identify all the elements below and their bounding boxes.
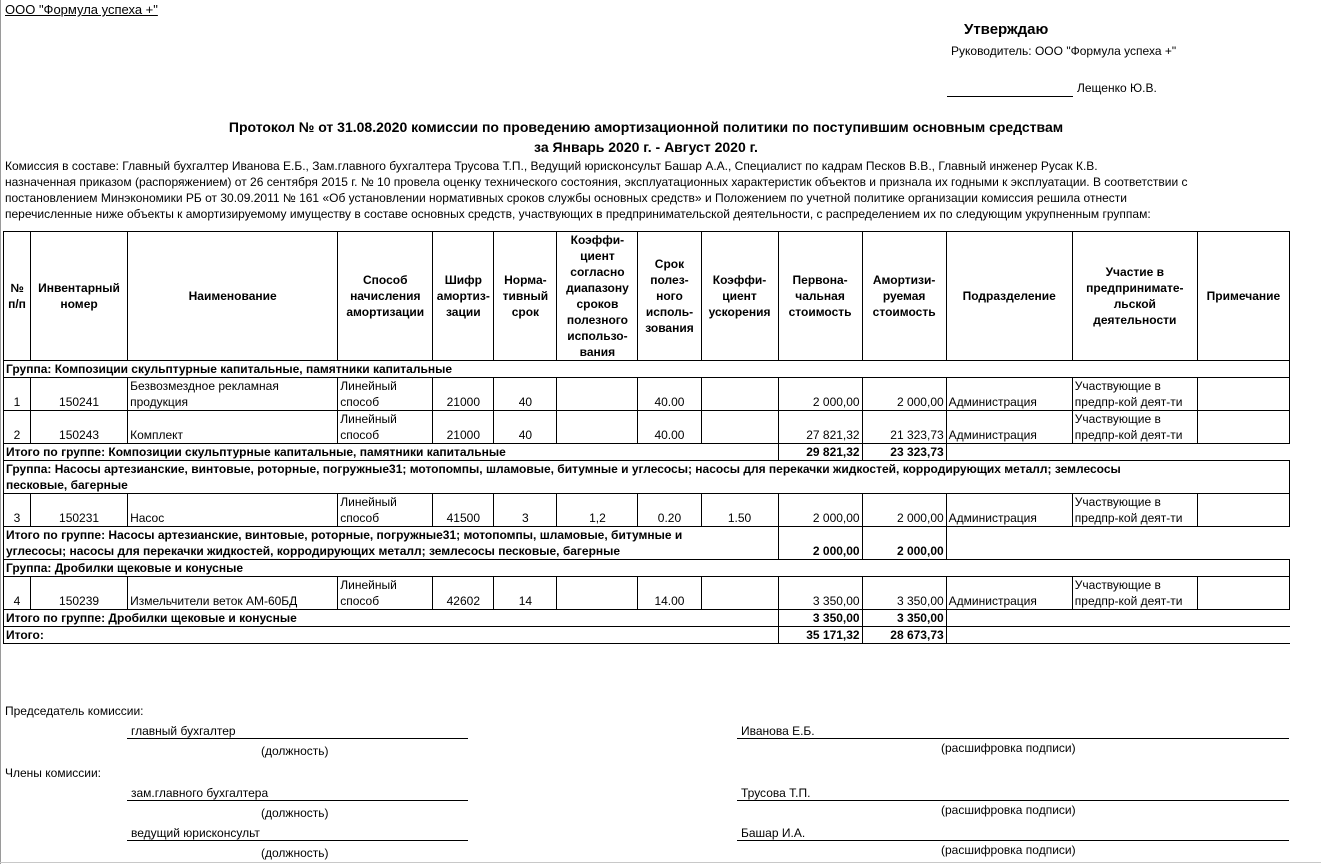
group-total-empty <box>946 610 1289 627</box>
header-line: Шифр <box>444 273 482 287</box>
header-line: деятельности <box>1093 313 1177 327</box>
row-dept: Администрация <box>946 378 1072 411</box>
row-dept: Администрация <box>946 577 1072 610</box>
header-line: Первона- <box>792 273 848 287</box>
row-inventory: 150239 <box>31 577 128 610</box>
header-line: льской <box>1113 297 1156 311</box>
row-amort: 2 000,00 <box>862 494 946 527</box>
row-method-line: способ <box>340 511 380 525</box>
header-line: Коэффи- <box>712 273 767 287</box>
group-total-amort: 3 350,00 <box>862 610 946 627</box>
row-accel: 1.50 <box>701 494 778 527</box>
header-line: циент <box>722 289 757 303</box>
chair-position-caption: (должность) <box>261 744 329 758</box>
row-initial: 3 350,00 <box>778 577 862 610</box>
table-header-row <box>4 232 1290 361</box>
chair-name: Иванова Е.Б. <box>741 724 815 738</box>
col-inventory-header <box>31 232 128 361</box>
row-num: 2 <box>4 411 31 444</box>
col-code-header <box>433 232 494 361</box>
row-coef <box>557 378 638 411</box>
group-title-row <box>4 560 1290 577</box>
intro-paragraph <box>5 158 1295 222</box>
row-coef: 1,2 <box>557 494 638 527</box>
grand-total-empty <box>946 627 1289 644</box>
header-line: Амортизи- <box>872 273 936 287</box>
row-initial: 2 000,00 <box>778 494 862 527</box>
row-participation <box>1072 494 1197 527</box>
grand-total-row <box>4 627 1290 644</box>
header-line: согласно <box>570 265 625 279</box>
row-inventory: 150241 <box>31 378 128 411</box>
col-amort-header <box>862 232 946 361</box>
row-name-line: Безвозмездное рекламная <box>130 379 279 393</box>
row-term: 40.00 <box>638 411 701 444</box>
protocol-period: за Январь 2020 г. - Август 2020 г. <box>534 139 758 155</box>
member-name-caption: (расшифровка подписи) <box>941 803 1076 817</box>
row-participation <box>1072 411 1197 444</box>
col-term-header <box>638 232 701 361</box>
chair-name-caption: (расшифровка подписи) <box>941 741 1076 755</box>
header-line: начисления <box>350 289 421 303</box>
group-total-line: Итого по группе: Композиции скульптурные капитальные, памятники капитальные <box>6 445 506 459</box>
row-amort: 2 000,00 <box>862 378 946 411</box>
table-row <box>4 378 1290 411</box>
col-norm-header <box>494 232 557 361</box>
header-line: зации <box>446 305 481 319</box>
row-method <box>338 577 433 610</box>
col-initial-header <box>778 232 862 361</box>
col-participation-header <box>1072 232 1197 361</box>
row-code: 42602 <box>433 577 494 610</box>
row-name <box>128 577 338 610</box>
intro-line: Комиссия в составе: Главный бухгалтер Иванова Е.Б., Зам.главного бухгалтера Трусова Т.П., Ведущий юрисконсульт Башар А.А., Специалист по кадрам Песков В.В., Главный инженер Русак К.В. <box>5 159 1098 173</box>
row-method-line: Линейный <box>340 495 397 509</box>
member-name: Трусова Т.П. <box>741 786 811 800</box>
row-name <box>128 411 338 444</box>
header-line: № <box>10 281 24 295</box>
organization-name: ООО "Формула успеха +" <box>5 2 158 17</box>
member-name-line <box>737 840 1289 841</box>
member-position-line <box>127 800 468 801</box>
row-method <box>338 378 433 411</box>
header-line: тивный <box>502 289 549 303</box>
assets-table <box>3 231 1290 644</box>
row-name-line: Насос <box>130 511 165 525</box>
group-total-line: Итого по группе: Насосы артезианские, винтовые, роторные, погружные31; мотопомпы, шламовые, битумные и <box>6 528 683 542</box>
header-line: вания <box>579 345 616 359</box>
row-participation-line: Участвующие в <box>1074 495 1161 509</box>
group-title-line: Группа: Дробилки щековые и конусные <box>6 561 243 575</box>
table-row <box>4 494 1290 527</box>
header-line: срок <box>511 305 540 319</box>
grand-total-amort: 28 673,73 <box>862 627 946 644</box>
group-total-line: Итого по группе: Дробилки щековые и конусные <box>6 611 297 625</box>
header-line: диапазону <box>566 281 629 295</box>
header-line: Участие в <box>1105 265 1165 279</box>
header-line: Инвентарный <box>38 281 120 295</box>
header-line: Срок <box>654 257 685 271</box>
row-participation-line: Участвующие в <box>1074 578 1161 592</box>
row-name-line: Измельчители веток АМ-60БД <box>130 594 298 608</box>
approval-head: Руководитель: ООО "Формула успеха +" <box>951 44 1177 58</box>
row-method-line: Линейный <box>340 379 397 393</box>
member-name: Башар И.А. <box>741 826 806 840</box>
table-row <box>4 577 1290 610</box>
row-norm: 14 <box>494 577 557 610</box>
header-line: ного <box>656 289 683 303</box>
row-participation-line: предпр-кой деят-ти <box>1074 395 1183 409</box>
col-name-header <box>128 232 338 361</box>
header-line: использо- <box>567 329 628 343</box>
row-method-line: Линейный <box>340 412 397 426</box>
approval-title: Утверждаю <box>964 21 1049 38</box>
row-term: 0.20 <box>638 494 701 527</box>
row-participation-line: предпр-кой деят-ти <box>1074 428 1183 442</box>
row-amort: 3 350,00 <box>862 577 946 610</box>
group-title <box>4 361 1290 378</box>
group-title <box>4 560 1290 577</box>
group-title-line: песковые, багерные <box>6 478 128 492</box>
intro-line: перечисленные ниже объекты к амортизируемому имуществу в составе основных средств, участвующих в предпринимательской деятельности, с распределением их по следующим укрупненным группам: <box>5 207 1151 221</box>
group-total-initial: 3 350,00 <box>778 610 862 627</box>
row-method-line: способ <box>340 428 380 442</box>
group-total-label <box>4 527 779 560</box>
intro-line: назначенная приказом (распоряжением) от 26 сентября 2015 г. № 10 провела оценку технического состояния, эксплуатационных характеристик объектов и признала их годными к эксплуатации. В соответствии с <box>5 175 1188 189</box>
group-total-label <box>4 610 779 627</box>
member-name-line <box>737 800 1289 801</box>
row-participation-line: Участвующие в <box>1074 379 1161 393</box>
row-dept: Администрация <box>946 411 1072 444</box>
row-note <box>1197 411 1289 444</box>
group-total-row <box>4 527 1290 560</box>
chair-name-line <box>737 738 1289 739</box>
approval-signer: Лещенко Ю.В. <box>1077 81 1157 95</box>
member-position: зам.главного бухгалтера <box>131 786 269 800</box>
row-initial: 27 821,32 <box>778 411 862 444</box>
approval-signature-line <box>947 96 1073 97</box>
group-total-amort: 23 323,73 <box>862 444 946 461</box>
col-dept-header <box>946 232 1072 361</box>
group-title-line: Группа: Насосы артезианские, винтовые, роторные, погружные31; мотопомпы, шламовые, битумные и углесосы; насосы для перекачки жидкостей, корродирующих металл; землесосы <box>6 462 1121 476</box>
row-num: 3 <box>4 494 31 527</box>
col-accel-header <box>701 232 778 361</box>
header-line: предпринимате- <box>1086 281 1184 295</box>
group-total-initial: 29 821,32 <box>778 444 862 461</box>
group-total-empty <box>946 444 1289 461</box>
header-line: Наименование <box>188 289 277 303</box>
row-note <box>1197 494 1289 527</box>
group-title-row <box>4 461 1290 494</box>
header-line: циент <box>580 249 615 263</box>
header-line: Примечание <box>1206 289 1281 303</box>
header-line: руемая <box>882 289 926 303</box>
header-line: Коэффи- <box>570 233 625 247</box>
header-line: амортизации <box>346 305 425 319</box>
header-line: ускорения <box>708 305 771 319</box>
row-name <box>128 494 338 527</box>
group-total-initial: 2 000,00 <box>778 527 862 560</box>
col-coef-header <box>557 232 638 361</box>
group-total-empty <box>946 527 1289 560</box>
header-line: номер <box>60 297 98 311</box>
member-name-caption: (расшифровка подписи) <box>941 843 1076 857</box>
row-note <box>1197 577 1289 610</box>
grand-total-label: Итого: <box>4 627 779 644</box>
row-num: 4 <box>4 577 31 610</box>
row-accel <box>701 411 778 444</box>
header-line: Норма- <box>504 273 547 287</box>
group-title-line: Группа: Композиции скульптурные капитальные, памятники капитальные <box>6 362 452 376</box>
row-method-line: способ <box>340 395 380 409</box>
header-line: сроков <box>576 297 619 311</box>
protocol-title: Протокол № от 31.08.2020 комиссии по проведению амортизационной политики по поступившим основным средствам <box>228 119 1064 135</box>
header-line: чальная <box>795 289 845 303</box>
group-total-line: углесосы; насосы для перекачки жидкостей, корродирующих металл; землесосы песковые, багерные <box>6 544 621 558</box>
row-participation-line: Участвующие в <box>1074 412 1161 426</box>
member-position: ведущий юрисконсульт <box>131 826 260 840</box>
row-code: 41500 <box>433 494 494 527</box>
row-initial: 2 000,00 <box>778 378 862 411</box>
row-accel <box>701 378 778 411</box>
table-body <box>4 361 1290 644</box>
table-row <box>4 411 1290 444</box>
row-coef <box>557 577 638 610</box>
member-position-caption: (должность) <box>261 806 329 820</box>
row-participation-line: предпр-кой деят-ти <box>1074 594 1183 608</box>
row-participation <box>1072 378 1197 411</box>
row-amort: 21 323,73 <box>862 411 946 444</box>
page-bottom-border <box>0 862 1321 863</box>
intro-line: постановлением Минэкономики РБ от 30.09.2011 № 161 «Об установлении нормативных сроков службы основных средств» и Положением по учетной политике организации комиссия решила отнести <box>5 191 1127 205</box>
row-method <box>338 411 433 444</box>
group-total-amort: 2 000,00 <box>862 527 946 560</box>
col-method-header <box>338 232 433 361</box>
members-label: Члены комиссии: <box>5 766 102 780</box>
chair-position: главный бухгалтер <box>131 724 236 738</box>
header-line: Подразделение <box>962 289 1056 303</box>
row-accel <box>701 577 778 610</box>
row-norm: 40 <box>494 378 557 411</box>
row-name-line: продукция <box>130 395 188 409</box>
chair-position-line <box>127 738 468 739</box>
row-norm: 3 <box>494 494 557 527</box>
row-note <box>1197 378 1289 411</box>
member-position-caption: (должность) <box>261 846 329 860</box>
row-name-line: Комплект <box>130 428 184 442</box>
header-line: стоимость <box>872 305 936 319</box>
row-dept: Администрация <box>946 494 1072 527</box>
header-line: зования <box>645 321 694 335</box>
row-coef <box>557 411 638 444</box>
group-total-row <box>4 444 1290 461</box>
header-line: полезного <box>566 313 628 327</box>
row-participation-line: предпр-кой деят-ти <box>1074 511 1183 525</box>
row-participation <box>1072 577 1197 610</box>
row-method <box>338 494 433 527</box>
header-line: полез- <box>650 273 689 287</box>
chair-label: Председатель комиссии: <box>5 704 144 718</box>
row-inventory: 150231 <box>31 494 128 527</box>
grand-total-initial: 35 171,32 <box>778 627 862 644</box>
col-num-header <box>4 232 31 361</box>
col-note-header <box>1197 232 1289 361</box>
group-title-row <box>4 361 1290 378</box>
row-name <box>128 378 338 411</box>
group-total-row <box>4 610 1290 627</box>
row-code: 21000 <box>433 411 494 444</box>
header-line: п/п <box>8 297 26 311</box>
member-position-line <box>127 840 468 841</box>
group-total-label <box>4 444 779 461</box>
row-method-line: Линейный <box>340 578 397 592</box>
row-code: 21000 <box>433 378 494 411</box>
row-term: 14.00 <box>638 577 701 610</box>
header-line: стоимость <box>788 305 852 319</box>
row-norm: 40 <box>494 411 557 444</box>
group-title <box>4 461 1290 494</box>
header-line: амортиз- <box>436 289 490 303</box>
row-inventory: 150243 <box>31 411 128 444</box>
row-method-line: способ <box>340 594 380 608</box>
header-line: Способ <box>363 273 408 287</box>
header-line: исполь- <box>645 305 694 319</box>
row-term: 40.00 <box>638 378 701 411</box>
row-num: 1 <box>4 378 31 411</box>
